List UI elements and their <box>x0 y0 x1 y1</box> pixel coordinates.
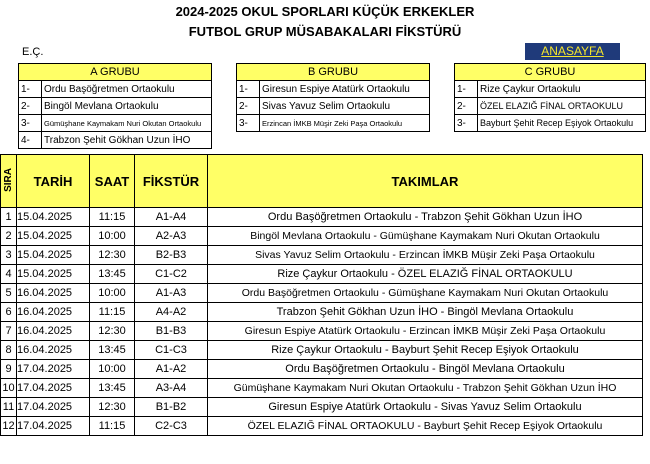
match-row <box>1 341 643 360</box>
match-date: 17.04.2025 <box>17 417 90 436</box>
match-sira: 1 <box>1 208 17 227</box>
team-number: 2- <box>237 98 260 115</box>
fikstur-header: FİKSTÜR <box>135 155 208 208</box>
team-number: 3- <box>455 115 478 132</box>
team-name: Trabzon Şehit Gökhan Uzun İHO <box>42 132 212 149</box>
match-fixture: A2-A3 <box>135 227 208 246</box>
match-teams: ÖZEL ELAZIĞ FİNAL ORTAOKULU - Bayburt Şehit Recep Eşiyok Ortaokulu <box>208 417 643 436</box>
match-sira: 5 <box>1 284 17 303</box>
team-name: Erzincan İMKB Müşir Zeki Paşa Ortaokulu <box>260 115 430 132</box>
match-teams: Giresun Espiye Atatürk Ortaokulu - Erzincan İMKB Müşir Zeki Paşa Ortaokulu <box>208 322 643 341</box>
match-date: 15.04.2025 <box>17 265 90 284</box>
match-time: 11:15 <box>90 303 135 322</box>
title-line-2: FUTBOL GRUP MÜSABAKALARI FİKSTÜRÜ <box>188 24 462 39</box>
match-sira: 10 <box>1 379 17 398</box>
match-sira: 6 <box>1 303 17 322</box>
group-c-header: C GRUBU <box>455 64 646 81</box>
match-fixture: A1-A2 <box>135 360 208 379</box>
saat-header: SAAT <box>90 155 135 208</box>
match-teams: Gümüşhane Kaymakam Nuri Okutan Ortaokulu - Trabzon Şehit Gökhan Uzun İHO <box>208 379 643 398</box>
match-row <box>1 398 643 417</box>
team-name: Giresun Espiye Atatürk Ortaokulu <box>260 81 430 98</box>
team-name: Bingöl Mevlana Ortaokulu <box>42 98 212 115</box>
match-fixture: A1-A4 <box>135 208 208 227</box>
takimlar-header: TAKIMLAR <box>208 155 643 208</box>
match-date: 16.04.2025 <box>17 303 90 322</box>
team-name: Gümüşhane Kaymakam Nuri Okutan Ortaokulu <box>42 115 212 132</box>
group-a-table <box>18 63 212 149</box>
match-sira: 8 <box>1 341 17 360</box>
group-b-table <box>236 63 430 132</box>
match-fixture: C1-C3 <box>135 341 208 360</box>
match-teams: Bingöl Mevlana Ortaokulu - Gümüşhane Kaymakam Nuri Okutan Ortaokulu <box>208 227 643 246</box>
match-teams: Ordu Başöğretmen Ortaokulu - Bingöl Mevlana Ortaokulu <box>208 360 643 379</box>
match-sira: 12 <box>1 417 17 436</box>
match-sira: 7 <box>1 322 17 341</box>
match-row <box>1 360 643 379</box>
group-c-table <box>454 63 646 132</box>
match-time: 12:30 <box>90 322 135 341</box>
match-time: 11:15 <box>90 417 135 436</box>
tarih-header: TARİH <box>17 155 90 208</box>
team-name: Sivas Yavuz Selim Ortaokulu <box>260 98 430 115</box>
match-date: 15.04.2025 <box>17 208 90 227</box>
match-date: 17.04.2025 <box>17 398 90 417</box>
match-time: 10:00 <box>90 360 135 379</box>
match-sira: 4 <box>1 265 17 284</box>
team-number: 2- <box>19 98 42 115</box>
match-fixture: A1-A3 <box>135 284 208 303</box>
team-name: Rize Çaykur Ortaokulu <box>478 81 646 98</box>
anasayfa-button[interactable]: ANASAYFA <box>525 43 620 60</box>
match-teams: Ordu Başöğretmen Ortaokulu - Gümüşhane Kaymakam Nuri Okutan Ortaokulu <box>208 284 643 303</box>
sira-header: SIRA <box>1 155 17 208</box>
match-teams: Rize Çaykur Ortaokulu - Bayburt Şehit Recep Eşiyok Ortaokulu <box>208 341 643 360</box>
match-teams: Rize Çaykur Ortaokulu - ÖZEL ELAZIĞ FİNAL ORTAOKULU <box>208 265 643 284</box>
match-teams: Ordu Başöğretmen Ortaokulu - Trabzon Şehit Gökhan Uzun İHO <box>208 208 643 227</box>
match-fixture: A4-A2 <box>135 303 208 322</box>
match-row <box>1 379 643 398</box>
match-date: 16.04.2025 <box>17 341 90 360</box>
group-a-header: A GRUBU <box>19 64 212 81</box>
match-time: 12:30 <box>90 246 135 265</box>
match-time: 13:45 <box>90 379 135 398</box>
match-fixture: B1-B2 <box>135 398 208 417</box>
match-time: 10:00 <box>90 284 135 303</box>
match-date: 15.04.2025 <box>17 246 90 265</box>
team-name: Bayburt Şehit Recep Eşiyok Ortaokulu <box>478 115 646 132</box>
title-line-1: 2024-2025 OKUL SPORLARI KÜÇÜK ERKEKLER <box>175 4 475 19</box>
match-sira: 9 <box>1 360 17 379</box>
match-row <box>1 417 643 436</box>
match-row <box>1 322 643 341</box>
team-name: Ordu Başöğretmen Ortaokulu <box>42 81 212 98</box>
match-fixture: C2-C3 <box>135 417 208 436</box>
match-fixture: B2-B3 <box>135 246 208 265</box>
match-teams: Sivas Yavuz Selim Ortaokulu - Erzincan İMKB Müşir Zeki Paşa Ortaokulu <box>208 246 643 265</box>
match-teams: Giresun Espiye Atatürk Ortaokulu - Sivas Yavuz Selim Ortaokulu <box>208 398 643 417</box>
match-time: 13:45 <box>90 265 135 284</box>
match-row <box>1 227 643 246</box>
ec-label: E.Ç. <box>22 46 44 58</box>
match-fixture: B1-B3 <box>135 322 208 341</box>
team-number: 1- <box>19 81 42 98</box>
match-time: 10:00 <box>90 227 135 246</box>
team-number: 3- <box>237 115 260 132</box>
match-date: 15.04.2025 <box>17 227 90 246</box>
match-date: 16.04.2025 <box>17 322 90 341</box>
match-row <box>1 284 643 303</box>
team-number: 3- <box>19 115 42 132</box>
match-fixture: C1-C2 <box>135 265 208 284</box>
team-number: 2- <box>455 98 478 115</box>
team-name: ÖZEL ELAZIĞ FİNAL ORTAOKULU <box>478 98 646 115</box>
match-sira: 3 <box>1 246 17 265</box>
group-b-header: B GRUBU <box>237 64 430 81</box>
match-time: 12:30 <box>90 398 135 417</box>
match-teams: Trabzon Şehit Gökhan Uzun İHO - Bingöl Mevlana Ortaokulu <box>208 303 643 322</box>
team-number: 4- <box>19 132 42 149</box>
match-sira: 11 <box>1 398 17 417</box>
match-time: 13:45 <box>90 341 135 360</box>
team-number: 1- <box>237 81 260 98</box>
match-row <box>1 303 643 322</box>
match-date: 16.04.2025 <box>17 284 90 303</box>
match-row <box>1 265 643 284</box>
match-date: 17.04.2025 <box>17 379 90 398</box>
match-time: 11:15 <box>90 208 135 227</box>
match-row <box>1 208 643 227</box>
fixture-table <box>0 154 643 436</box>
match-row <box>1 246 643 265</box>
match-date: 17.04.2025 <box>17 360 90 379</box>
team-number: 1- <box>455 81 478 98</box>
match-sira: 2 <box>1 227 17 246</box>
match-fixture: A3-A4 <box>135 379 208 398</box>
